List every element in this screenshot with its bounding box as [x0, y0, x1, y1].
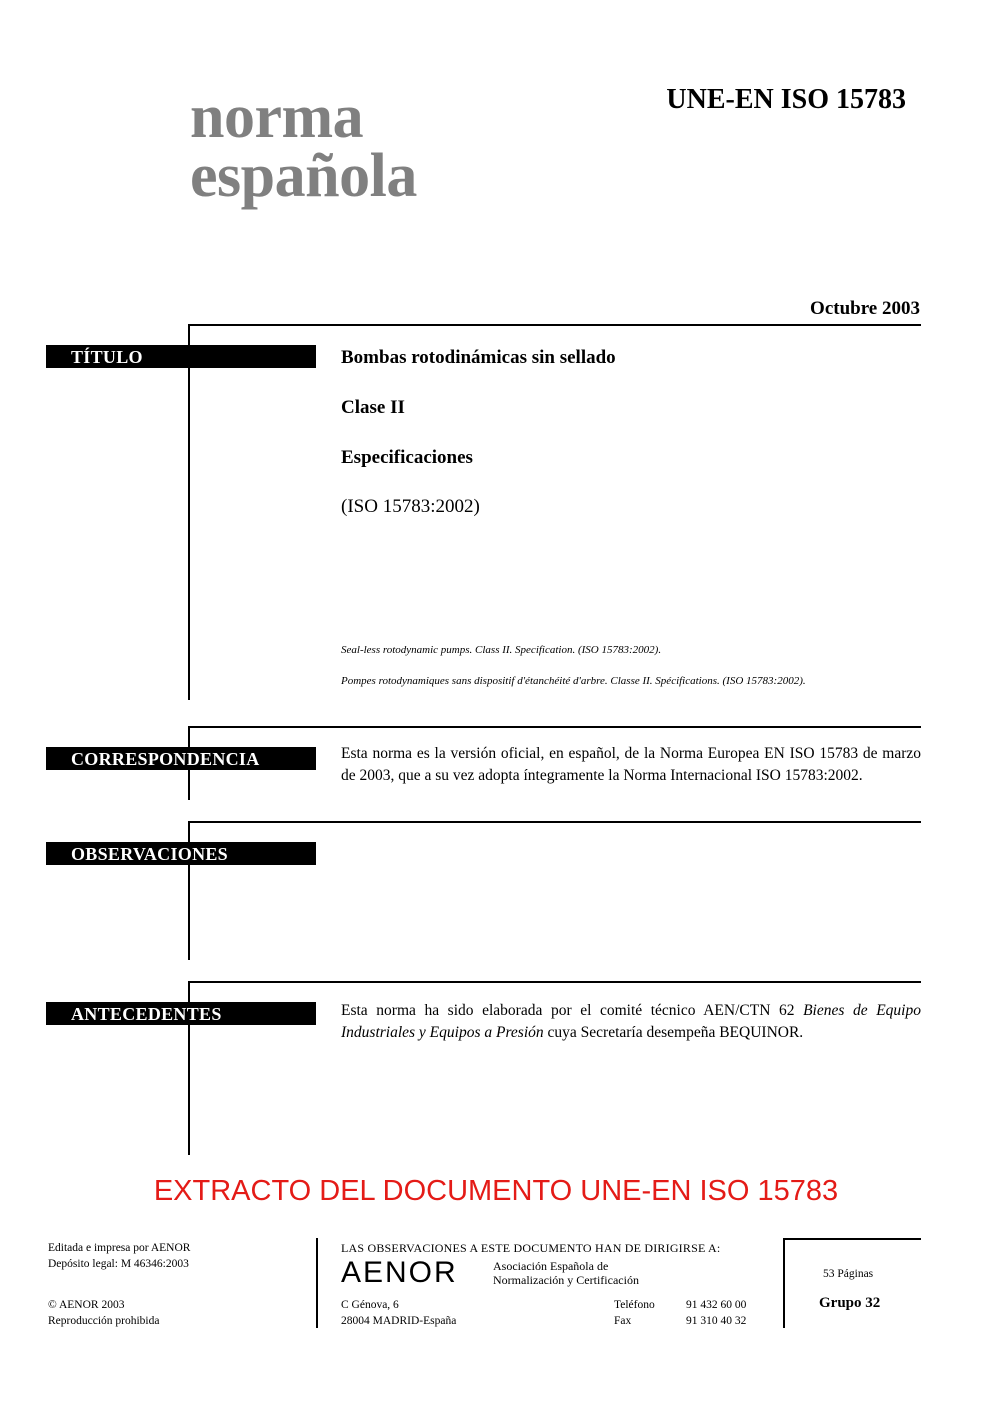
- brand-line-norma: norma: [190, 83, 364, 151]
- edited-by: Editada e impresa por AENOR: [48, 1242, 191, 1254]
- section-vertical-rule: [188, 324, 190, 700]
- footer-publisher: [48, 1240, 190, 1272]
- title-line-4: (ISO 15783:2002): [341, 496, 480, 517]
- contact-labels: [614, 1297, 655, 1329]
- section-divider: [188, 821, 921, 823]
- footer-copyright: [48, 1297, 159, 1329]
- fax-label: Fax: [614, 1315, 632, 1327]
- title-english: Seal-less rotodynamic pumps. Class II. Specification. (ISO 15783:2002).: [341, 644, 662, 656]
- legal-deposit: Depósito legal: M 46346:2003: [48, 1258, 189, 1270]
- title-line-2: Clase II: [341, 397, 405, 418]
- brand-line-espanola: española: [190, 142, 417, 210]
- fax-number: 91 310 40 32: [686, 1315, 747, 1327]
- pages-box-divider: [783, 1238, 785, 1328]
- aenor-address: [341, 1297, 456, 1329]
- correspondencia-text: Esta norma es la versión oficial, en español, de la Norma Europea EN ISO 15783 de marzo de 2003, que a su vez adopta íntegramente la Norma Internacional ISO 15783:2002.: [341, 745, 921, 784]
- extract-banner: EXTRACTO DEL DOCUMENTO UNE-EN ISO 15783: [153, 1175, 839, 1207]
- title-line-3: Especificaciones: [341, 447, 473, 468]
- section-label-correspondencia: CORRESPONDENCIA: [46, 747, 316, 770]
- publication-date: Octubre 2003: [810, 298, 920, 319]
- address-line-1: C Génova, 6: [341, 1299, 399, 1311]
- price-group: Grupo 32: [819, 1295, 881, 1311]
- standard-code: UNE-EN ISO 15783: [666, 84, 906, 115]
- section-label-observaciones: OBSERVACIONES: [46, 842, 316, 865]
- section-divider: [188, 981, 921, 983]
- footer-divider: [316, 1238, 318, 1328]
- title-line-1: Bombas rotodinámicas sin sellado: [341, 347, 616, 368]
- aenor-name-line-2: Normalización y Certificación: [493, 1273, 639, 1287]
- pages-box-top-rule: [783, 1238, 921, 1240]
- committee-name: Bienes de Equipo Industriales y Equipos a Presión: [341, 1002, 921, 1041]
- section-label-antecedentes: ANTECEDENTES: [46, 1002, 316, 1025]
- observations-header: LAS OBSERVACIONES A ESTE DOCUMENTO HAN DE DIRIGIRSE A:: [341, 1241, 721, 1255]
- antecedentes-text-end: cuya Secretaría desempeña BEQUINOR.: [543, 1024, 804, 1041]
- section-divider: [188, 324, 921, 326]
- phone-label: Teléfono: [614, 1299, 655, 1311]
- section-label-titulo: TÍTULO: [46, 345, 316, 368]
- title-french: Pompes rotodynamiques sans dispositif d'étanchéité d'arbre. Classe II. Spécifications. (ISO 15783:2002).: [341, 675, 806, 687]
- section-divider: [188, 726, 921, 728]
- contact-values: [686, 1297, 746, 1329]
- aenor-logo: AENOR: [341, 1256, 458, 1289]
- antecedentes-text-start: Esta norma ha sido elaborada por el comité técnico AEN/CTN 62: [341, 1002, 804, 1019]
- aenor-full-name: [493, 1259, 639, 1287]
- copyright: © AENOR 2003: [48, 1299, 125, 1311]
- aenor-name-line-1: Asociación Española de: [493, 1259, 609, 1273]
- phone-number: 91 432 60 00: [686, 1299, 747, 1311]
- address-line-2: 28004 MADRID-España: [341, 1315, 457, 1327]
- page-count: 53 Páginas: [823, 1268, 874, 1280]
- reproduction-notice: Reproducción prohibida: [48, 1315, 160, 1327]
- antecedentes-text: [341, 1000, 921, 1044]
